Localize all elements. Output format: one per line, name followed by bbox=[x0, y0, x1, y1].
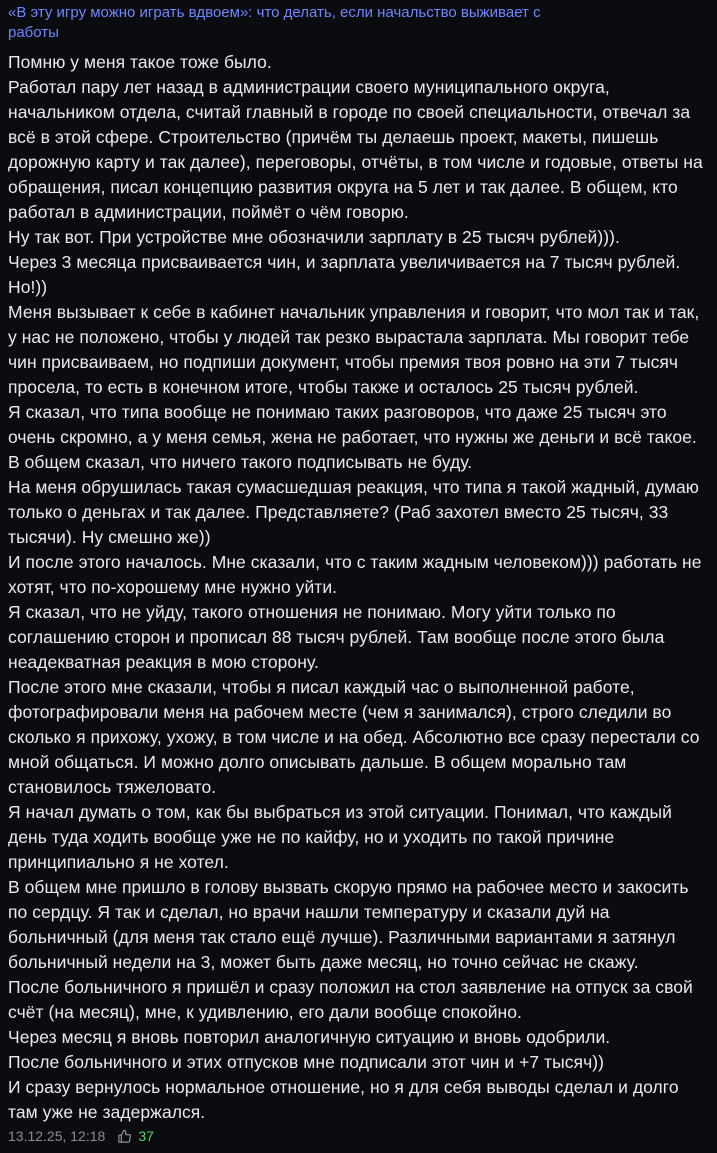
comment-paragraph: Помню у меня такое тоже было. bbox=[8, 52, 272, 72]
comment-paragraph: И сразу вернулось нормальное отношение, но я для себя выводы сделал и долго там уже не задержался. bbox=[8, 1077, 679, 1122]
comment-paragraph: После больничного я пришёл и сразу положил на стол заявление на отпуск за свой счёт (на месяц), мне, к удивлению, его дали вообще спокойно. bbox=[8, 977, 693, 1022]
comment-paragraph: Я сказал, что не уйду, такого отношения не понимаю. Могу уйти только по соглашению сторон и прописал 88 тысяч рублей. Там вообще после этого была неадекватная реакция в мою сторону. bbox=[8, 602, 665, 672]
comment-paragraph: Работал пару лет назад в администрации своего муниципального округа, начальником отдела, считай главный в городе по своей специальности, отвечал за всё в этой сфере. Строительство (причём ты делаешь проект, макеты, пишешь дорожную карту и так далее), переговоры, отчёты, в том числе и годовые, ответы на обращения, писал концепцию развития округа на 5 лет и так далее. В общем, кто работал в администрации, поймёт о чём говорю. bbox=[8, 77, 703, 222]
comment-meta bbox=[8, 1126, 154, 1146]
comment-paragraph: Я начал думать о том, как бы выбраться из этой ситуации. Понимал, что каждый день туда ходить вообще уже не по кайфу, но и уходить по такой причине принципиально я не хотел. bbox=[8, 802, 672, 872]
comment-paragraph: Через месяц я вновь повторил аналогичную ситуацию и вновь одобрили. bbox=[8, 1027, 611, 1047]
comment-paragraph: Я сказал, что типа вообще не понимаю таких разговоров, что даже 25 тысяч это очень скромно, а у меня семья, жена не работает, что нужны же деньги и всё такое. В общем сказал, что ничего такого подписывать не буду. bbox=[8, 402, 697, 472]
thumbs-up-icon bbox=[117, 1129, 132, 1144]
like-button[interactable] bbox=[117, 1128, 154, 1144]
article-title-link[interactable]: «В эту игру можно играть вдвоем»: что делать, если начальство выживает с работы bbox=[8, 4, 541, 41]
comment-paragraph: В общем мне пришло в голову вызвать скорую прямо на рабочее место и закосить по сердцу. Я так и сделал, но врачи нашли температуру и сказали дуй на больничный (для меня так стало ещё лучше). Различными вариантами я затянул больничный недели на 3, может быть даже месяц, но точно сейчас не скажу. bbox=[8, 877, 689, 972]
comment-text bbox=[8, 50, 708, 1125]
comment-paragraph: Через 3 месяца присваивается чин, и зарплата увеличивается на 7 тысяч рублей. Но!)) bbox=[8, 252, 681, 297]
comment-paragraph: На меня обрушилась такая сумасшедшая реакция, что типа я такой жадный, думаю только о деньгах и так далее. Представляете? (Раб захотел вместо 25 тысяч, 33 тысячи). Ну смешно же)) bbox=[8, 477, 699, 547]
comment-timestamp: 13.12.25, 12:18 bbox=[8, 1128, 106, 1144]
like-count: 37 bbox=[138, 1128, 154, 1144]
comment-paragraph: Меня вызывает к себе в кабинет начальник управления и говорит, что мол так и так, у нас не положено, чтобы у людей так резко вырастала зарплата. Мы говорит тебе чин присваиваем, но подпиши документ, чтобы премия твоя ровно на эти 7 тысяч просела, то есть в конечном итоге, чтобы также и осталось 25 тысяч рублей. bbox=[8, 302, 700, 397]
comment-paragraph: И после этого началось. Мне сказали, что с таким жадным человеком))) работать не хотят, что по-хорошему мне нужно уйти. bbox=[8, 552, 702, 597]
comment-paragraph: После больничного и этих отпусков мне подписали этот чин и +7 тысяч)) bbox=[8, 1052, 604, 1072]
comment-paragraph: Ну так вот. При устройстве мне обозначили зарплату в 25 тысяч рублей))). bbox=[8, 227, 620, 247]
comment-paragraph: После этого мне сказали, чтобы я писал каждый час о выполненной работе, фотографировали меня на рабочем месте (чем я занимался), строго следили во сколько я прихожу, ухожу, в том числе и на обед. Абсолютно все сразу перестали со мной общаться. И можно долго описывать дальше. В общем морально там становилось тяжеловато. bbox=[8, 677, 700, 797]
